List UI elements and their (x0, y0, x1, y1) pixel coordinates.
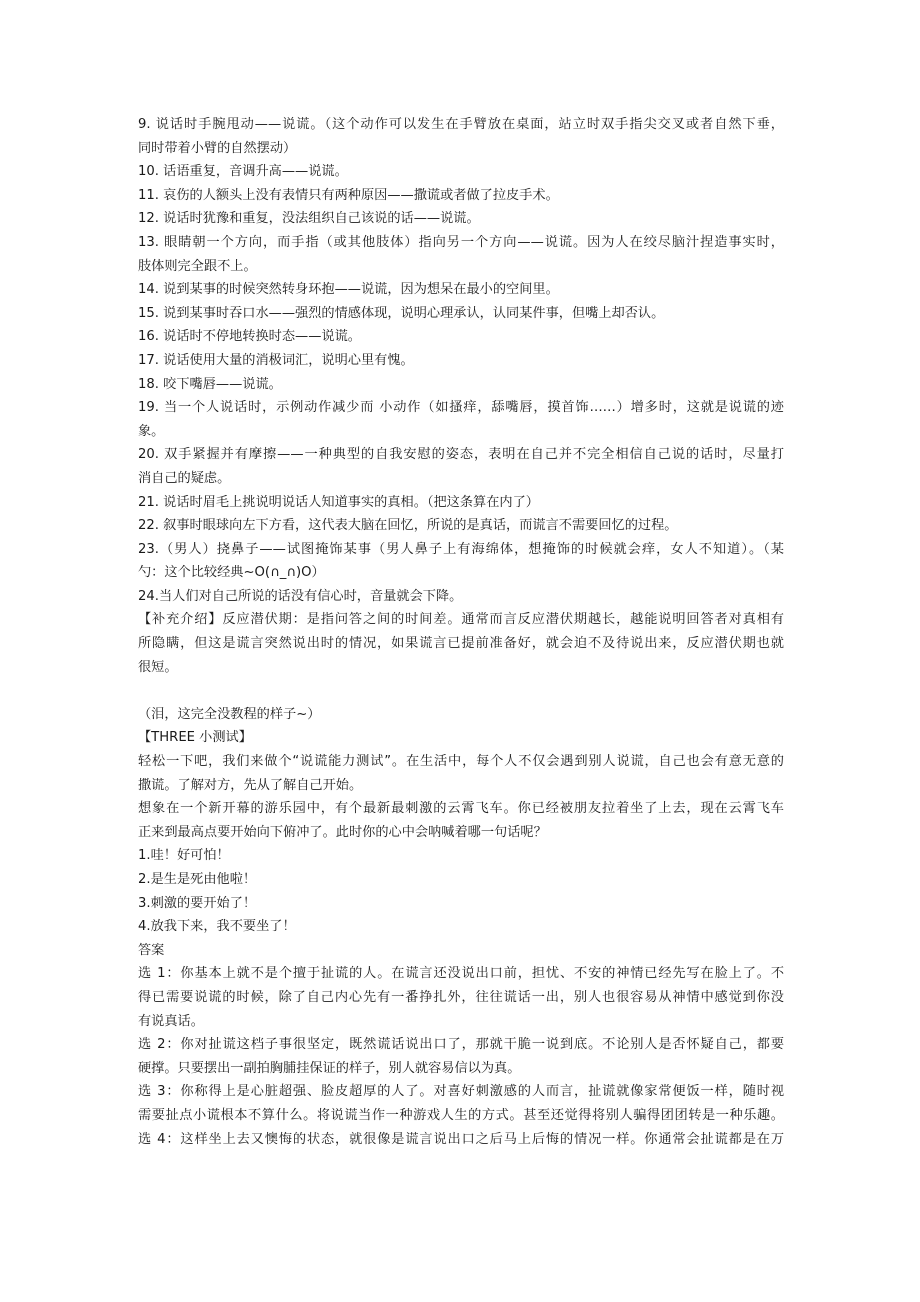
text-line: 11. 哀伤的人额头上没有表情只有两种原因——撒谎或者做了拉皮手术。 (138, 187, 559, 203)
text-line: 选 4：这样坐上去又懊悔的状态，就很像是谎言说出口之后马上后悔的情况一样。你通常会扯谎都是在万 (138, 1131, 784, 1147)
text-line: 17. 说话使用大量的消极词汇，说明心里有愧。 (138, 352, 414, 368)
text-line: 撒谎。了解对方，先从了解自己开始。 (138, 777, 363, 793)
text-line: 10. 话语重复，音调升高——说谎。 (138, 164, 348, 180)
text-line: 选 3：你称得上是心脏超强、脸皮超厚的人了。对喜好刺激感的人而言，扯谎就像家常便饭一样，随时视 (138, 1084, 784, 1100)
text-line: 【补充介绍】反应潜伏期：是指问答之间的时间差。通常而言反应潜伏期越长，越能说明回答者对真相有 (138, 612, 784, 628)
text-line: （泪，这完全没教程的样子~） (138, 706, 321, 722)
text-line: 选 1：你基本上就不是个擅于扯谎的人。在谎言还没说出口前，担忧、不安的神情已经先写在脸上了。不 (138, 966, 784, 982)
text-line: 12. 说话时犹豫和重复，没法组织自己该说的话——说谎。 (138, 211, 480, 227)
text-line: 18. 咬下嘴唇——说谎。 (138, 376, 282, 392)
text-line: 22. 叙事时眼球向左下方看，这代表大脑在回忆，所说的是真话，而谎言不需要回忆的过程。 (138, 518, 678, 534)
text-line: 15. 说到某事时吞口水——强烈的情感体现，说明心理承认，认同某件事，但嘴上却否认。 (138, 305, 665, 321)
text-line: 轻松一下吧，我们来做个“说谎能力测试”。在生活中，每个人不仅会遇到别人说谎，自己也会有意无意的 (138, 754, 784, 770)
text-line: 9. 说话时手腕甩动——说谎。（这个动作可以发生在手臂放在桌面，站立时双手指尖交叉或者自然下垂， (138, 117, 784, 132)
text-line: 肢体则完全跟不上。 (138, 258, 257, 274)
text-line: 得已需要说谎的时候，除了自己内心先有一番挣扎外，往往谎话一出，别人也很容易从神情中感觉到你没 (138, 989, 784, 1005)
text-line: 2.是生是死由他啦！ (138, 872, 257, 887)
text-line: 需要扯点小谎根本不算什么。将说谎当作一种游戏人生的方式。甚至还觉得将别人骗得团团转是一种乐趣。 (138, 1107, 784, 1123)
text-line: 答案 (138, 942, 165, 958)
text-line: 1.哇！好可怕！ (138, 848, 230, 864)
text-line: 【THREE 小测试】 (138, 730, 252, 746)
text-line: 很短。 (138, 659, 178, 675)
text-line: 19. 当一个人说话时，示例动作减少而 小动作（如搔痒，舔嘴唇，摸首饰……）增多时，这就是说谎的迹 (138, 400, 784, 416)
text-line: 20. 双手紧握并有摩擦——一种典型的自我安慰的姿态，表明在自己并不完全相信自己说的话时，尽量打 (138, 447, 784, 463)
text-line: 23.（男人）挠鼻子——试图掩饰某事（男人鼻子上有海绵体，想掩饰的时候就会痒，女人不知道）。（某 (138, 541, 784, 557)
text-line: 正来到最高点要开始向下俯冲了。此时你的心中会呐喊着哪一句话呢？ (138, 824, 547, 840)
text-line: 同时带着小臂的自然摆动） (138, 140, 297, 156)
text-line: 勺：这个比较经典~O(∩_∩)O） (138, 565, 325, 581)
text-line: 3.刺激的要开始了！ (138, 895, 257, 911)
document-page (138, 113, 784, 1151)
text-line: 选 2：你对扯谎这档子事很坚定，既然谎话说出口了，那就干脆一说到底。不论别人是否怀疑自己，都要 (138, 1037, 784, 1053)
text-line: 4.放我下来，我不要坐了！ (138, 919, 296, 935)
text-line: 24.当人们对自己所说的话没有信心时，音量就会下降。 (138, 588, 463, 604)
text-line: 有说真话。 (138, 1013, 204, 1029)
blank-line (138, 679, 784, 703)
text-line: 消自己的疑虑。 (138, 470, 231, 486)
text-line: 想象在一个新开幕的游乐园中，有个最新最刺激的云霄飞车。你已经被朋友拉着坐了上去，现在云霄飞车 (138, 801, 784, 817)
text-line: 象。 (138, 423, 165, 439)
text-line: 16. 说话时不停地转换时态——说谎。 (138, 329, 361, 345)
text-line: 所隐瞒，但这是谎言突然说出时的情况，如果谎言已提前准备好，就会迫不及待说出来，反应潜伏期也就 (138, 636, 784, 652)
text-line: 21. 说话时眉毛上挑说明说话人知道事实的真相。（把这条算在内了） (138, 494, 539, 510)
text-line: 14. 说到某事的时候突然转身环抱——说谎，因为想呆在最小的空间里。 (138, 282, 559, 298)
text-line: 13. 眼睛朝一个方向，而手指（或其他肢体）指向另一个方向——说谎。因为人在绞尽脑汁捏造事实时， (138, 234, 784, 250)
text-line: 硬撑。只要摆出一副拍胸脯挂保证的样子，别人就容易信以为真。 (138, 1060, 521, 1076)
